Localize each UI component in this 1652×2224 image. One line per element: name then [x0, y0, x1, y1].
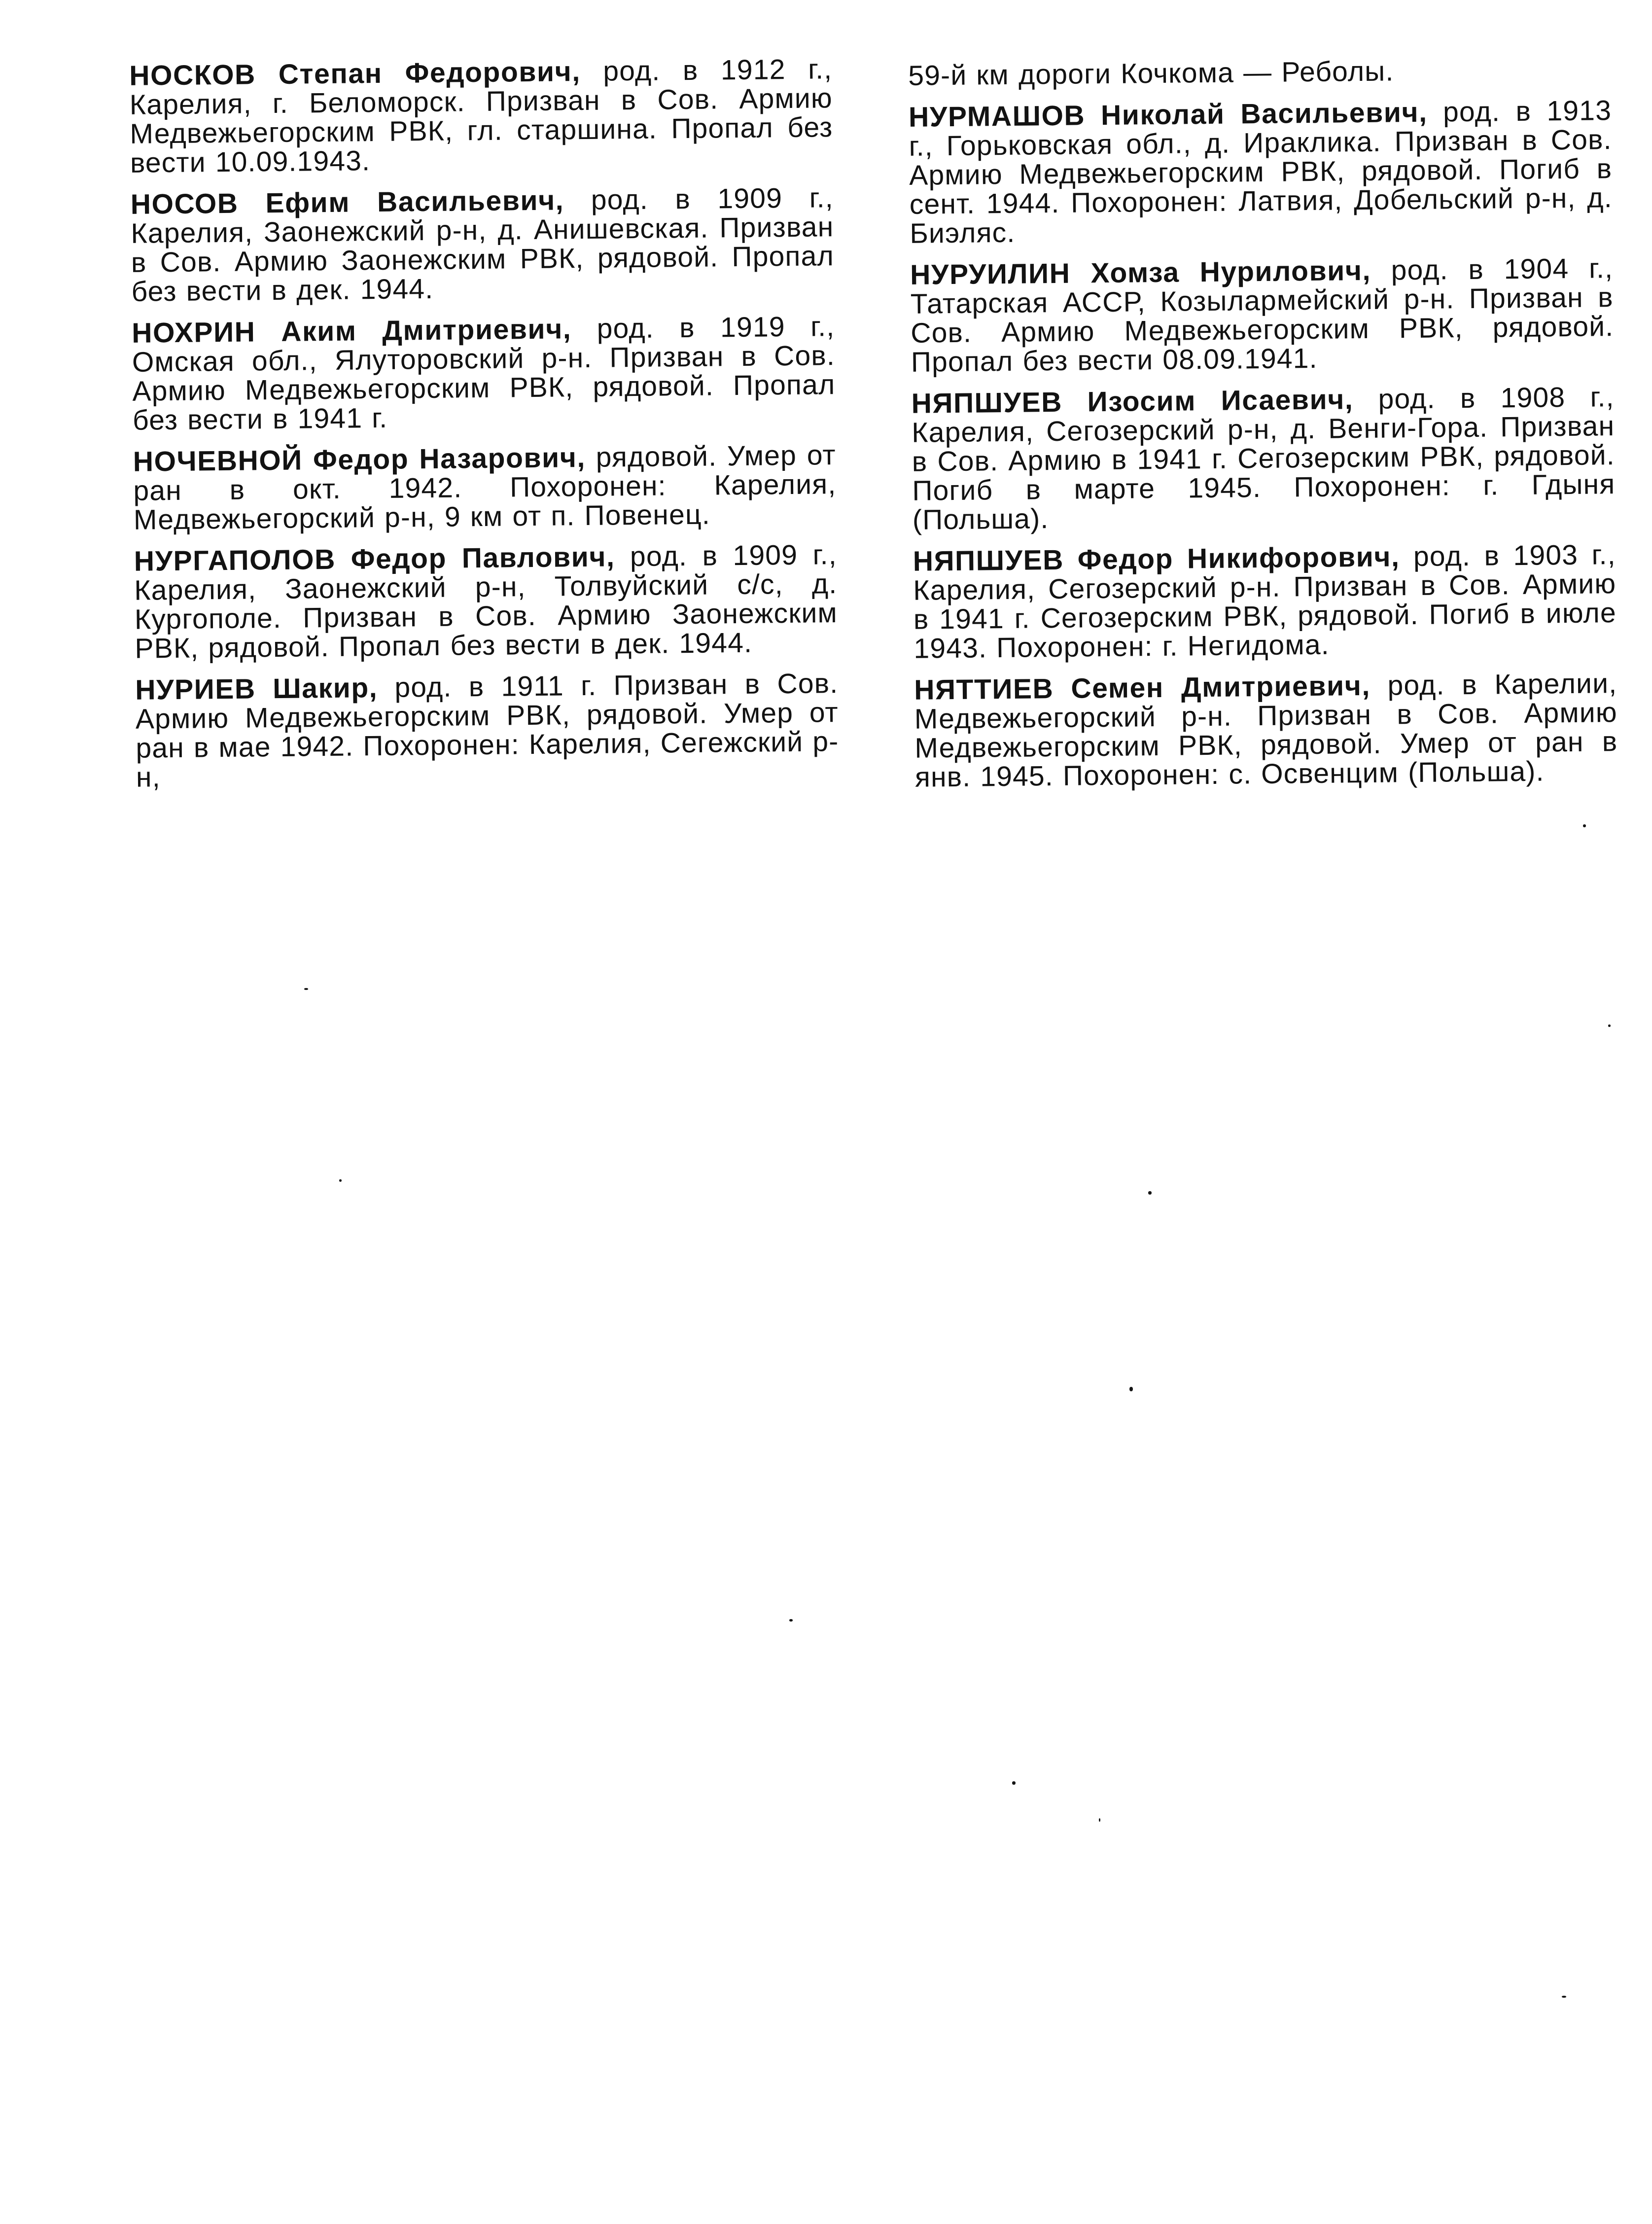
entry-name: НЯПШУЕВ Федор Никифорович, — [913, 541, 1400, 577]
memorial-entry — [129, 55, 833, 178]
entry-details: род. в 1904 г., Татарская АССР, Козылармейский р-н. Призван в Сов. Армию Медвежьегорским РВК, рядовой. Пропал без вести 08.09.1941. — [910, 252, 1614, 378]
entry-details: рядовой. Умер от ран в окт. 1942. Похоронен: Карелия, Медвежьегорский р-н, 9 км от п. Повенец. — [133, 439, 837, 536]
memorial-entry — [913, 540, 1617, 664]
entry-details: род. в 1919 г., Омская обл., Ялуторовский р-н. Призван в Сов. Армию Медвежьегорским РВК, рядовой. Пропал без вести в 1941 г. — [132, 311, 836, 436]
entry-details: род. в 1913 г., Горьковская обл., д. Ираклика. Призван в Сов. Армию Медвежьегорским РВК, рядовой. Погиб в сент. 1944. Похоронен: Латвия, Добельский р-н, д. Биэляс. — [909, 95, 1613, 249]
entry-details: 59-й км дороги Кочкома — Реболы. — [908, 55, 1394, 92]
entry-name: НЯТТИЕВ Семен Дмитриевич, — [914, 670, 1371, 706]
memorial-entry — [910, 254, 1614, 377]
scan-speck — [1562, 1996, 1566, 1998]
entry-details: род. в 1903 г., Карелия, Сегозерский р-н. Призван в Сов. Армию в 1941 г. Сегозерским РВК, рядовой. Погиб в июле 1943. Похоронен: г. Негидома. — [913, 539, 1617, 665]
scan-speck — [1099, 1818, 1100, 1822]
entry-continuation — [908, 55, 1612, 91]
entry-name: НУРУИЛИН Хомза Нурилович, — [910, 254, 1371, 291]
entry-details: род. в 1908 г., Карелия, Сегозерский р-н, д. Венги-Гора. Призван в Сов. Армию в 1941 г. Сегозерским РВК, рядовой. Погиб в марте 1945. Похоронен: г. Гдыня (Польша). — [911, 381, 1616, 536]
entry-details: род. в 1911 г. Призван в Сов. Армию Медвежьегорским РВК, рядовой. Умер от ран в мае 1942. Похоронен: Карелия, Сегежский р-н, — [135, 668, 839, 793]
scan-speck — [1148, 1191, 1152, 1195]
entry-name: НУРМАШОВ Николай Васильевич, — [908, 96, 1428, 133]
entry-name: НОЧЕВНОЙ Федор Назарович, — [133, 441, 586, 478]
memorial-entry — [911, 383, 1616, 535]
scan-speck — [339, 1179, 342, 1182]
scan-speck — [1129, 1387, 1133, 1391]
entry-name: НОСКОВ Степан Федорович, — [129, 56, 581, 92]
scan-speck — [789, 1619, 793, 1622]
scan-speck — [1012, 1781, 1016, 1785]
scan-speck — [304, 988, 308, 990]
scan-speck — [1608, 1024, 1611, 1027]
memorial-entry — [134, 540, 838, 664]
scan-speck — [1583, 824, 1586, 827]
memorial-entry — [909, 96, 1613, 248]
entry-name: НОСОВ Ефим Васильевич, — [130, 184, 564, 220]
entry-name: НУРИЕВ Шакир, — [135, 672, 378, 706]
memorial-entry — [133, 441, 837, 535]
memorial-entry — [132, 312, 836, 435]
right-column — [908, 55, 1618, 792]
memorial-entry — [131, 183, 835, 307]
entry-details: род. в 1909 г., Карелия, Заонежский р-н, Толвуйский с/с, д. Кургополе. Призван в Сов. Армию Заонежским РВК, рядовой. Пропал без вести в дек. 1944. — [134, 539, 838, 665]
entry-name: НОХРИН Аким Дмитриевич, — [132, 313, 572, 349]
memorial-entry — [135, 669, 839, 792]
entry-details: род. в 1909 г., Карелия, Заонежский р-н, д. Анишевская. Призван в Сов. Армию Заонежским РВК, рядовой. Пропал без вести в дек. 1944. — [131, 182, 835, 308]
entry-details: род. в 1912 г., Карелия, г. Беломорск. Призван в Сов. Армию Медвежьегорским РВК, гл. старшина. Пропал без вести 10.09.1943. — [129, 53, 833, 179]
entry-name: НЯПШУЕВ Изосим Исаевич, — [911, 384, 1354, 420]
entry-details: род. в Карелии, Медвежьегорский р-н. Призван в Сов. Армию Медвежьегорским РВК, рядовой. Умер от ран в янв. 1945. Похоронен: с. Освенцим (Польша). — [914, 668, 1618, 793]
memorial-entry — [914, 669, 1618, 792]
entry-name: НУРГАПОЛОВ Федор Павлович, — [134, 541, 615, 577]
left-column — [129, 55, 839, 792]
